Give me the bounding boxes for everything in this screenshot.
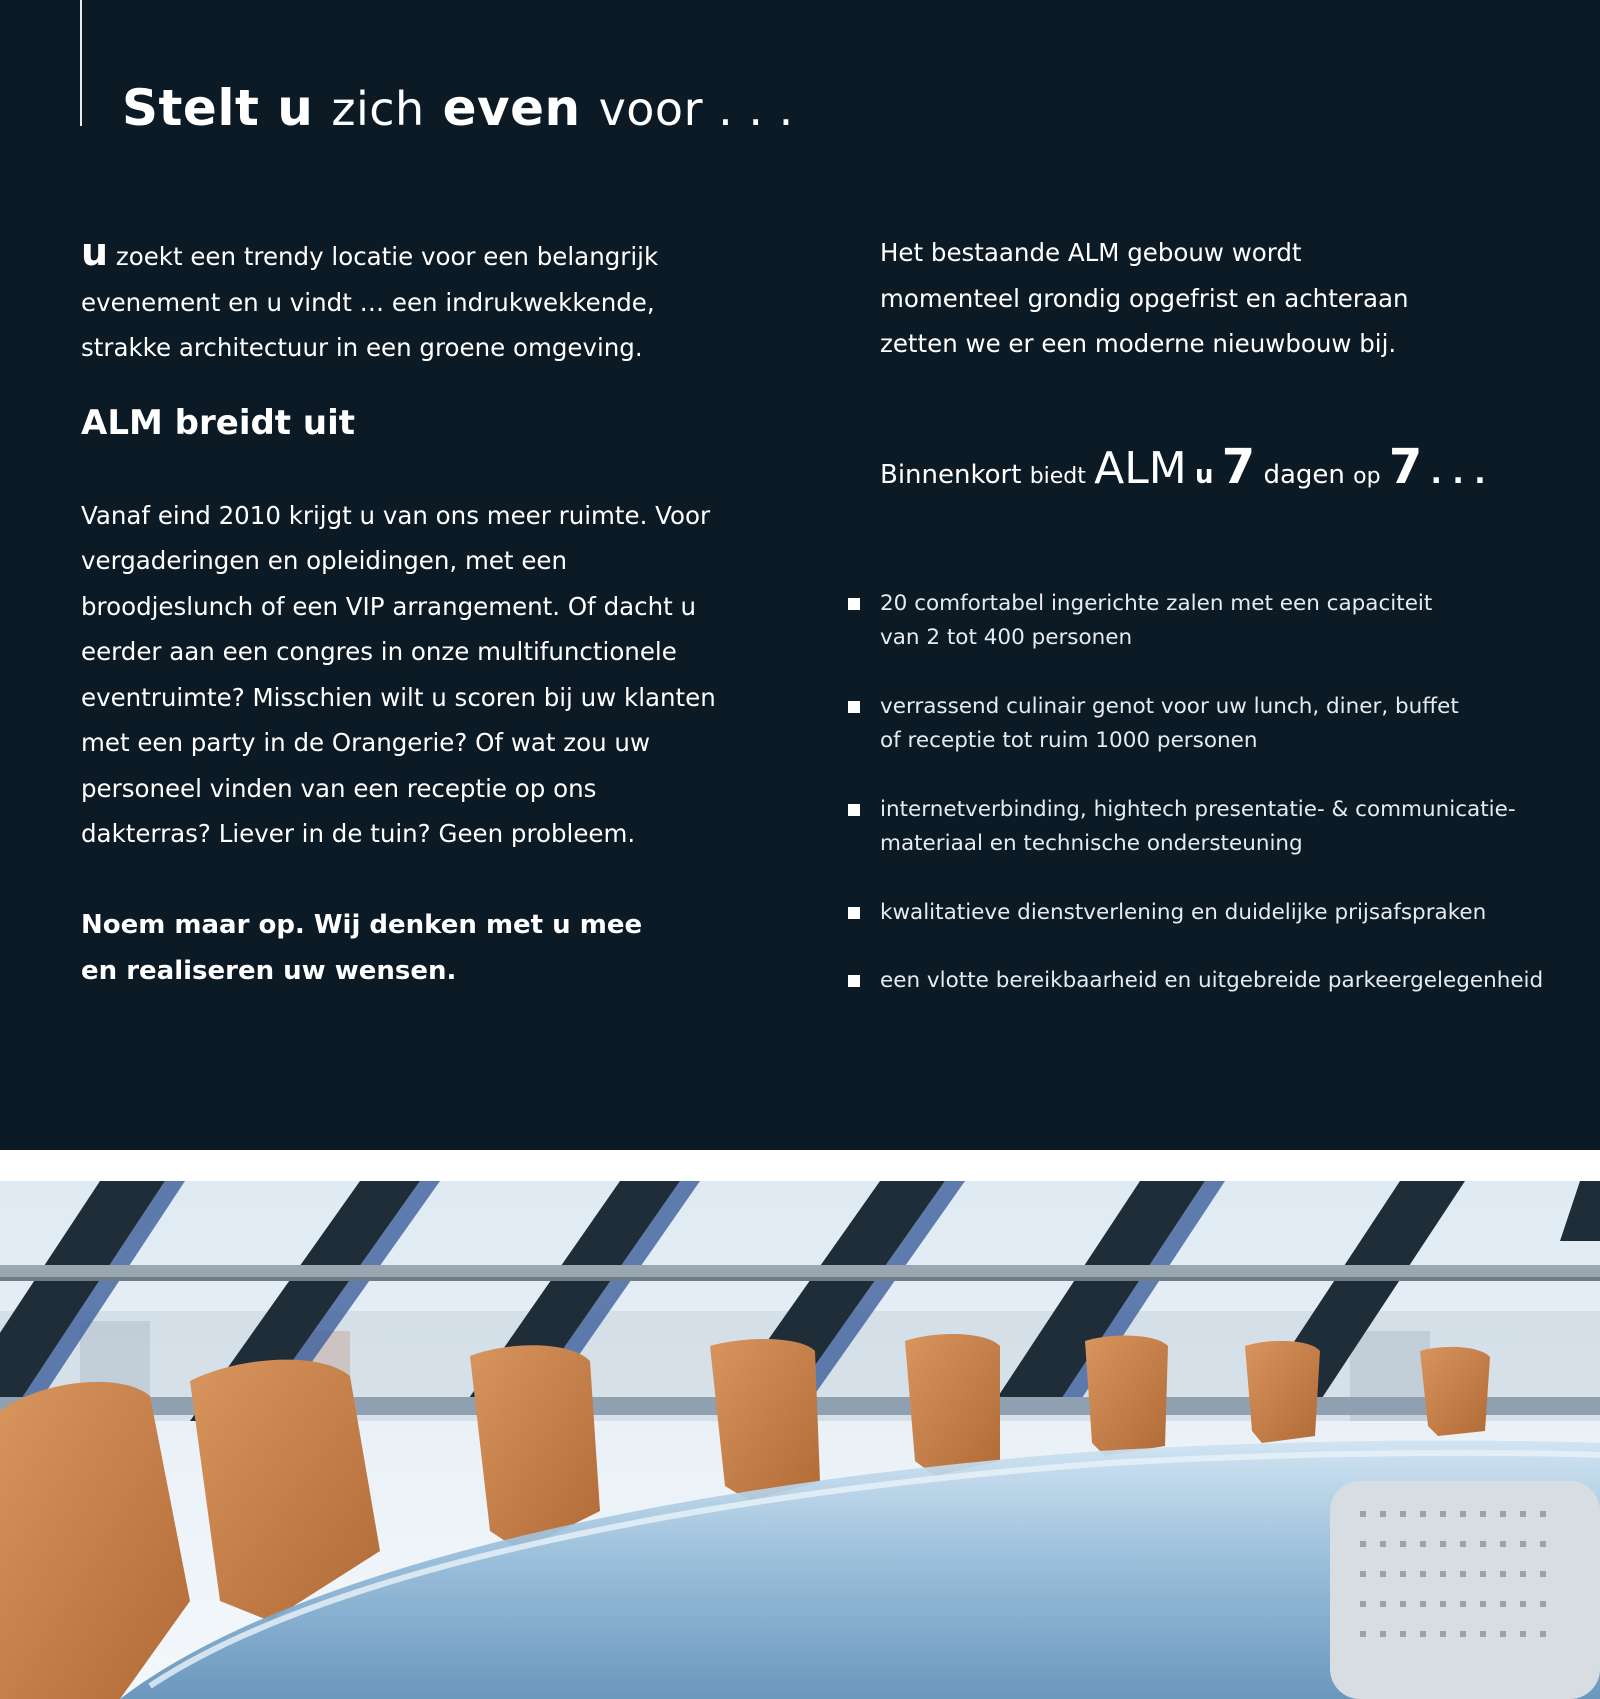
list-item bbox=[880, 690, 1580, 758]
list-item-text: materiaal en technische ondersteuning bbox=[880, 830, 1303, 856]
title-word: zich bbox=[331, 82, 425, 136]
page-title bbox=[122, 78, 794, 139]
left-column bbox=[81, 230, 721, 994]
body-paragraph: Vanaf eind 2010 krijgt u van ons meer ruimte. Voor vergaderingen en opleidingen, met een broodjeslunch of een VIP arrangement. Of dacht u eerder aan een congres in onze multifunctionele eventruimte? Misschien wilt u scoren bij uw klanten met een party in de Orangerie? Of wat zou uw personeel vinden van een receptie op ons dakterras? Liever in de tuin? Geen probleem. bbox=[81, 500, 716, 848]
promo-line bbox=[880, 437, 1580, 507]
meeting-room-illustration bbox=[0, 1181, 1600, 1699]
list-item-text: 20 comfortabel ingerichte zalen met een capaciteit bbox=[880, 590, 1433, 616]
title-word: voor . . . bbox=[598, 82, 794, 136]
promo-word: dagen bbox=[1263, 459, 1345, 490]
promo-ellipsis: . . . bbox=[1430, 455, 1486, 491]
promo-word: Binnenkort bbox=[880, 459, 1022, 490]
square-bullet-icon bbox=[848, 907, 860, 919]
list-item-text: kwalitatieve dienstverlening en duidelijke prijsafspraken bbox=[880, 899, 1487, 925]
promo-number: 7 bbox=[1388, 438, 1423, 495]
title-word: even bbox=[442, 79, 581, 137]
section-heading: ALM breidt uit bbox=[81, 402, 356, 443]
intro-text: zoekt een trendy locatie voor een belangrijk evenement en u vindt … een indrukwekkende, strakke architectuur in een groene omgeving. bbox=[81, 242, 659, 362]
closing-line: en realiseren uw wensen. bbox=[81, 955, 457, 986]
intro-initial: u bbox=[81, 230, 109, 274]
promo-word: ALM bbox=[1094, 442, 1187, 494]
square-bullet-icon bbox=[848, 975, 860, 987]
list-item-text: van 2 tot 400 personen bbox=[880, 624, 1133, 650]
list-item-text: of receptie tot ruim 1000 personen bbox=[880, 727, 1258, 753]
title-word: Stelt bbox=[122, 79, 260, 137]
list-item bbox=[880, 587, 1580, 655]
intro-paragraph bbox=[81, 230, 721, 371]
right-intro: Het bestaande ALM gebouw wordt momenteel grondig opgefrist en achteraan zetten we er een moderne nieuwbouw bij. bbox=[880, 238, 1409, 358]
meeting-room-photo bbox=[0, 1181, 1600, 1699]
right-column bbox=[880, 230, 1580, 1033]
closing-line: Noem maar op. Wij denken met u mee bbox=[81, 909, 643, 940]
square-bullet-icon bbox=[848, 701, 860, 713]
closing-statement bbox=[81, 902, 721, 994]
list-item-text: internetverbinding, hightech presentatie- & communicatie- bbox=[880, 796, 1516, 822]
list-item bbox=[880, 793, 1580, 861]
list-item bbox=[880, 896, 1580, 930]
promo-word: u bbox=[1195, 459, 1214, 490]
square-bullet-icon bbox=[848, 804, 860, 816]
promo-number: 7 bbox=[1221, 438, 1256, 495]
title-rule bbox=[80, 0, 82, 126]
square-bullet-icon bbox=[848, 598, 860, 610]
title-word: u bbox=[277, 79, 314, 137]
list-item-text: verrassend culinair genot voor uw lunch, diner, buffet bbox=[880, 693, 1459, 719]
list-item bbox=[880, 964, 1580, 998]
feature-list bbox=[880, 587, 1580, 998]
list-item-text: een vlotte bereikbaarheid en uitgebreide parkeergelegenheid bbox=[880, 967, 1544, 993]
promo-word: biedt bbox=[1029, 463, 1086, 489]
promo-word: op bbox=[1353, 463, 1381, 489]
